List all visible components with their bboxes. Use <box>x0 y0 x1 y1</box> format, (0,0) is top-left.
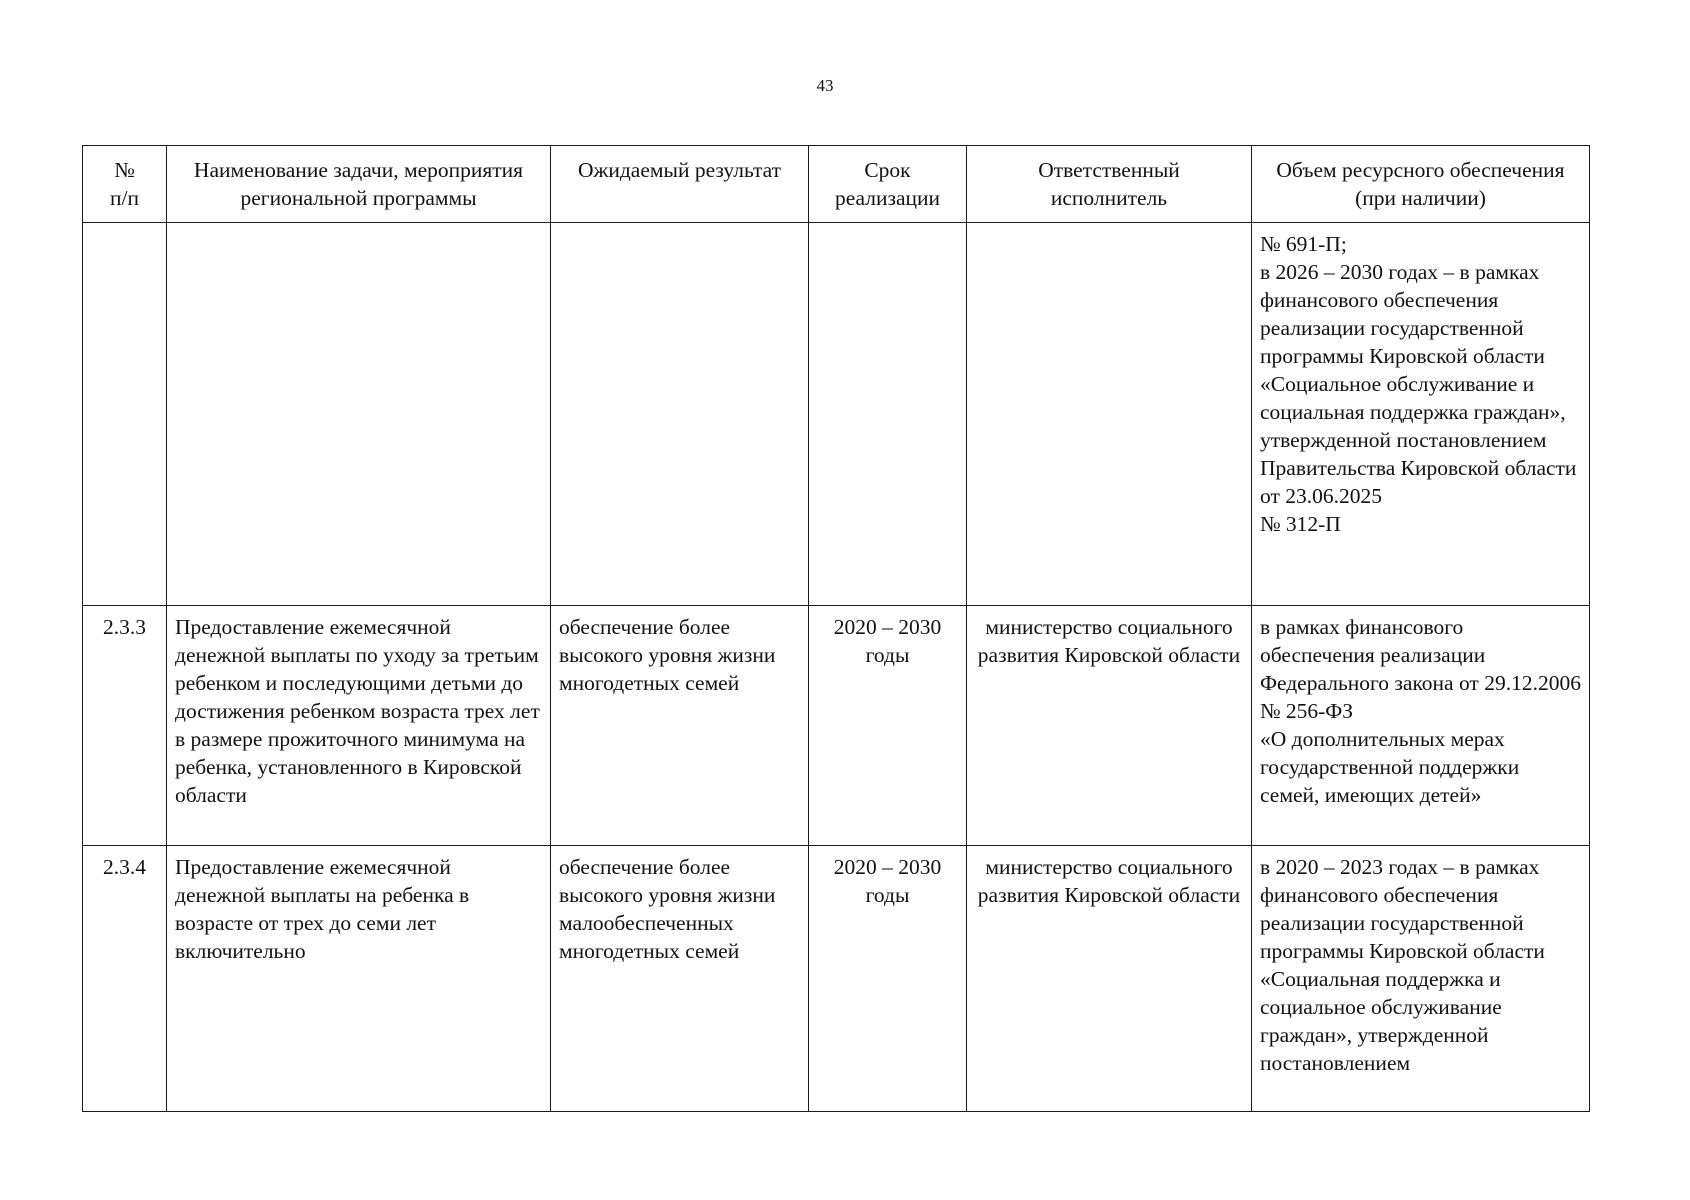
cell-num <box>83 223 167 606</box>
header-responsible: Ответственный исполнитель <box>967 146 1252 223</box>
table-body <box>83 223 1590 1112</box>
cell-num: 2.3.3 <box>83 606 167 846</box>
cell-name: Предоставление ежемесячной денежной выплаты по уходу за третьим ребенком и последующими детьми до достижения ребенком возраста трех лет в размере прожиточного минимума на ребенка, установленного в Кировской области <box>167 606 551 846</box>
cell-term: 2020 – 2030 годы <box>809 606 967 846</box>
cell-responsible: министерство социального развития Кировской области <box>967 606 1252 846</box>
cell-term <box>809 223 967 606</box>
program-measures-table <box>82 145 1590 1112</box>
table-header <box>83 146 1590 223</box>
cell-responsible <box>967 223 1252 606</box>
page-number: 43 <box>816 76 834 95</box>
header-name: Наименование задачи, мероприятия региональной программы <box>167 146 551 223</box>
cell-name: Предоставление ежемесячной денежной выплаты на ребенка в возрасте от трех до семи лет включительно <box>167 846 551 1112</box>
table-row <box>83 223 1590 606</box>
header-result: Ожидаемый результат <box>551 146 809 223</box>
header-row <box>83 146 1590 223</box>
cell-result: обеспечение более высокого уровня жизни малообеспеченных многодетных семей <box>551 846 809 1112</box>
table-row <box>83 846 1590 1112</box>
header-term: Срок реализации <box>809 146 967 223</box>
cell-num: 2.3.4 <box>83 846 167 1112</box>
cell-volume: в рамках финансового обеспечения реализации Федерального закона от 29.12.2006 № 256-ФЗ «О дополнительных мерах государственной поддержки семей, имеющих детей» <box>1252 606 1590 846</box>
cell-name <box>167 223 551 606</box>
header-num: № п/п <box>83 146 167 223</box>
cell-result: обеспечение более высокого уровня жизни многодетных семей <box>551 606 809 846</box>
cell-volume: № 691-П; в 2026 – 2030 годах – в рамках финансового обеспечения реализации государственной программы Кировской области «Социальное обслуживание и социальная поддержка граждан», утвержденной постановлением Правительства Кировской области от 23.06.2025 № 312-П <box>1252 223 1590 606</box>
cell-term: 2020 – 2030 годы <box>809 846 967 1112</box>
cell-volume: в 2020 – 2023 годах – в рамках финансового обеспечения реализации государственной программы Кировской области «Социальная поддержка и социальное обслуживание граждан», утвержденной постановлением <box>1252 846 1590 1112</box>
cell-responsible: министерство социального развития Кировской области <box>967 846 1252 1112</box>
table-row <box>83 606 1590 846</box>
cell-result <box>551 223 809 606</box>
header-volume: Объем ресурсного обеспечения (при наличии) <box>1252 146 1590 223</box>
